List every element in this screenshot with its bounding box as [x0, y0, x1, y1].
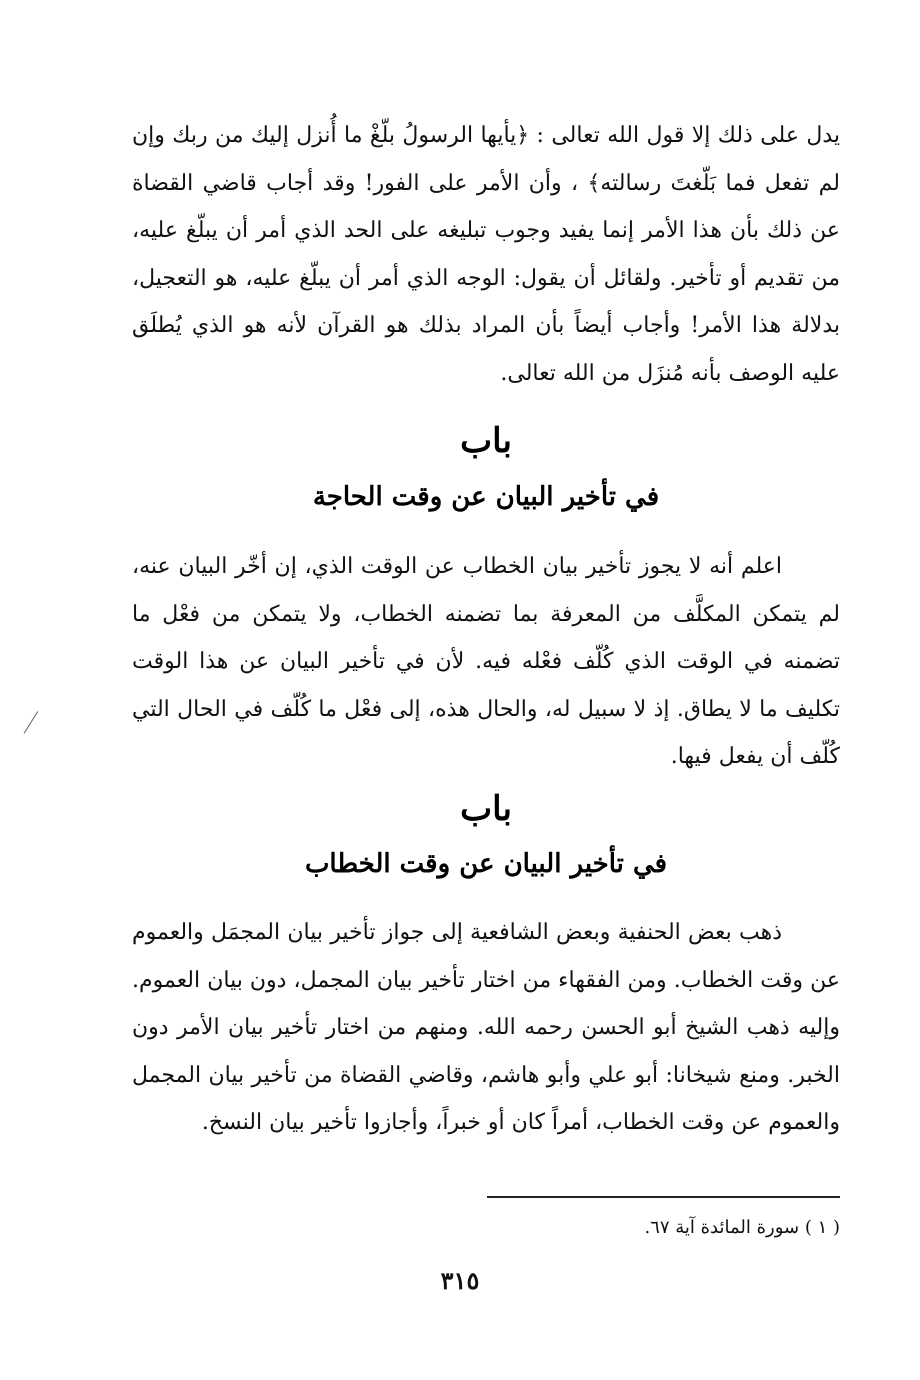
section-2-subtitle: في تأخير البيان عن وقت الخطاب — [304, 849, 668, 879]
paragraph-intro: يدل على ذلك إلا قول الله تعالى : ﴿يأيها الرسولُ بلّغْ ما أُنزل إليك من ربك وإن لم تفعل فما بَلّغتَ رسالته﴾ ، وأن الأمر على الفور! وقد أجاب قاضي القضاة عن ذلك بأن هذا الأمر إنما يفيد وجوب تبليغه على الحد الذي أمر أن يبلّغ عليه، من تقديم أو تأخير. ولقائل أن يقول: الوجه الذي أمر أن يبلّغ عليه، هو التعجيل، بدلالة هذا الأمر! وأجاب أيضاً بأن المراد بذلك هو القرآن لأنه هو الذي يُطلَق عليه الوصف بأنه مُنزَل من الله تعالى. — [132, 123, 840, 386]
footnote-divider — [487, 1196, 840, 1198]
footnote: ( ١ ) سورة المائدة آية ٦٧. — [644, 1217, 840, 1238]
section-1-title: باب — [460, 421, 512, 461]
paragraph-section-2: ذهب بعض الحنفية وبعض الشافعية إلى جواز تأخير بيان المجمَل والعموم عن وقت الخطاب. ومن الفقهاء من اختار تأخير بيان المجمل، دون بيان العموم. وإليه ذهب الشيخ أبو الحسن رحمه الله. ومنهم من اختار تأخير بيان الأمر دون الخبر. ومنع شيخانا: أبو علي وأبو هاشم، وقاضي القضاة من تأخير بيان المجمل والعموم عن وقت الخطاب، أمراً كان أو خبراً، وأجازوا تأخير بيان النسخ. — [132, 920, 840, 1135]
scan-mark — [24, 711, 39, 734]
section-2-title: باب — [460, 789, 512, 829]
section-1-subtitle: في تأخير البيان عن وقت الحاجة — [312, 482, 660, 512]
paragraph-section-1: اعلم أنه لا يجوز تأخير بيان الخطاب عن الوقت الذي، إن أخّر البيان عنه، لم يتمكن المكلَّف من المعرفة بما تضمنه الخطاب، ولا يتمكن من فعْل ما تضمنه في الوقت الذي كُلّف فعْله فيه. لأن في تأخير البيان عن هذا الوقت تكليف ما لا يطاق. إذ لا سبيل له، والحال هذه، إلى فعْل ما كُلّف في الحال التي كُلّف أن يفعل فيها. — [132, 554, 840, 769]
page-number: ٣١٥ — [440, 1266, 480, 1295]
